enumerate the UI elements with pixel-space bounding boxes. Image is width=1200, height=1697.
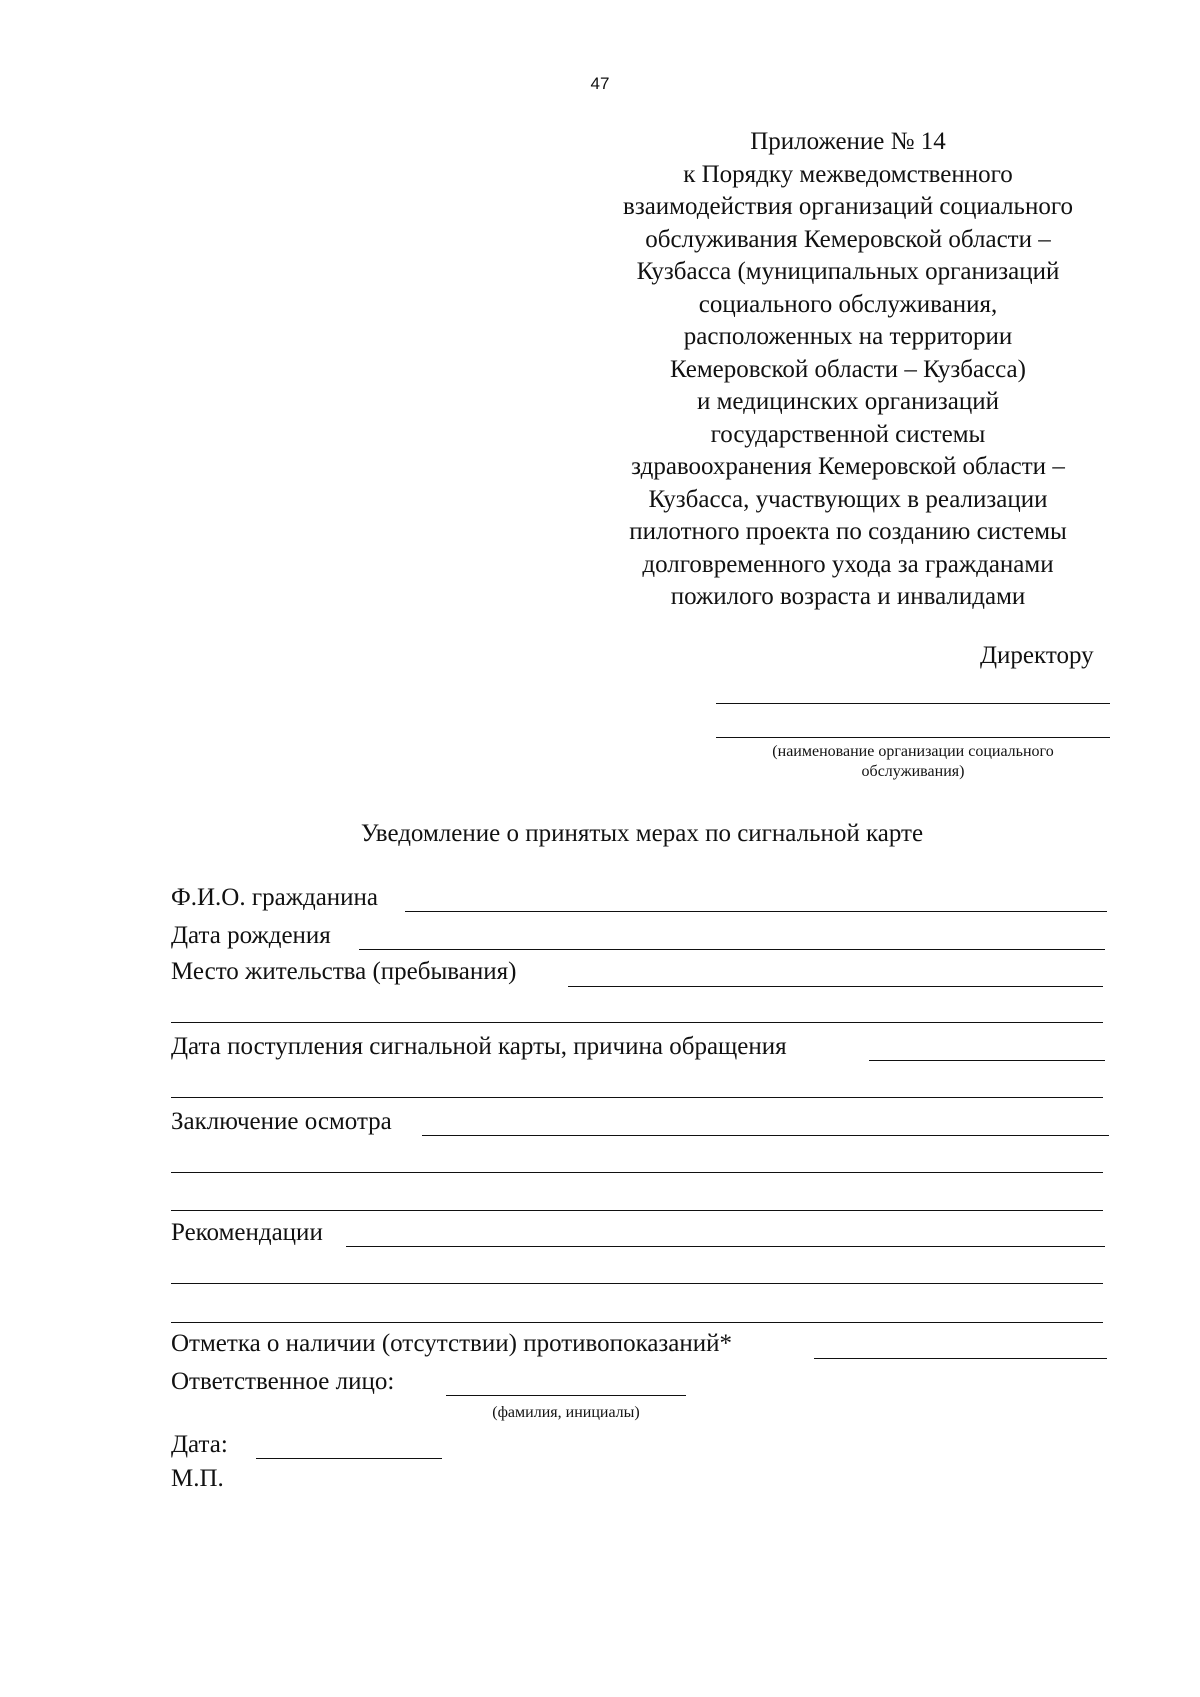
appendix-line: долговременного ухода за гражданами	[642, 550, 1054, 578]
citizen-name-label: Ф.И.О. гражданина	[171, 884, 379, 911]
examination-conclusion-line-2[interactable]	[171, 1172, 1103, 1173]
recommendations-line-3[interactable]	[171, 1322, 1103, 1323]
appendix-line: и медицинских организаций	[696, 388, 1000, 415]
residence-label: Место жительства (пребывания)	[171, 958, 517, 985]
responsible-person-caption: (фамилия, инициалы)	[492, 1404, 640, 1421]
birth-date-label: Дата рождения	[171, 922, 331, 949]
addressee-caption-line: (наименование организации социального	[772, 743, 1054, 760]
recommendations-line-2[interactable]	[171, 1283, 1103, 1284]
addressee-line-1[interactable]	[716, 703, 1110, 704]
appendix-line: обслуживания Кемеровской области –	[645, 225, 1051, 253]
recommendations-label: Рекомендации	[171, 1219, 323, 1246]
appendix-line: социального обслуживания,	[698, 290, 998, 318]
addressee-line-2[interactable]	[716, 737, 1110, 738]
appendix-line: взаимодействия организаций социального	[623, 193, 1073, 220]
responsible-person-line[interactable]	[446, 1395, 686, 1396]
examination-conclusion-line-3[interactable]	[171, 1210, 1103, 1211]
contraindications-line[interactable]	[814, 1358, 1107, 1359]
appendix-line: Кемеровской области – Кузбасса)	[670, 355, 1026, 383]
page-number: 47	[590, 74, 610, 93]
card-date-reason-line-continued[interactable]	[171, 1097, 1103, 1098]
residence-line[interactable]	[568, 986, 1103, 987]
appendix-header	[588, 126, 1108, 614]
examination-conclusion-label: Заключение осмотра	[171, 1108, 392, 1135]
recommendations-line[interactable]	[346, 1246, 1105, 1247]
responsible-person-label: Ответственное лицо:	[171, 1368, 395, 1395]
document-title: Уведомление о принятых мерах по сигнальной карте	[360, 820, 924, 847]
date-line[interactable]	[256, 1458, 442, 1459]
examination-conclusion-line[interactable]	[422, 1135, 1109, 1136]
appendix-line: пожилого возраста и инвалидами	[670, 583, 1026, 610]
seal-label: М.П.	[171, 1465, 224, 1492]
appendix-line: расположенных на территории	[683, 323, 1013, 350]
citizen-name-line[interactable]	[405, 911, 1107, 912]
appendix-line: Приложение № 14	[750, 128, 946, 155]
appendix-line: Кузбасса, участвующих в реализации	[648, 485, 1048, 513]
appendix-line: к Порядку межведомственного	[683, 160, 1013, 188]
contraindications-label: Отметка о наличии (отсутствии) противопоказаний*	[171, 1330, 733, 1357]
appendix-line: здравоохранения Кемеровской области –	[631, 453, 1065, 480]
residence-line-continued[interactable]	[171, 1022, 1103, 1023]
card-date-reason-line[interactable]	[869, 1060, 1105, 1061]
birth-date-line[interactable]	[359, 949, 1105, 950]
addressee-label: Директору	[980, 642, 1094, 669]
addressee-caption	[716, 742, 1110, 782]
appendix-line: пилотного проекта по созданию системы	[629, 518, 1067, 545]
appendix-line: государственной системы	[710, 420, 986, 448]
date-label: Дата:	[171, 1431, 228, 1458]
addressee-caption-line: обслуживания)	[861, 763, 965, 780]
appendix-line: Кузбасса (муниципальных организаций	[636, 258, 1060, 285]
card-date-reason-label: Дата поступления сигнальной карты, причина обращения	[171, 1033, 787, 1060]
